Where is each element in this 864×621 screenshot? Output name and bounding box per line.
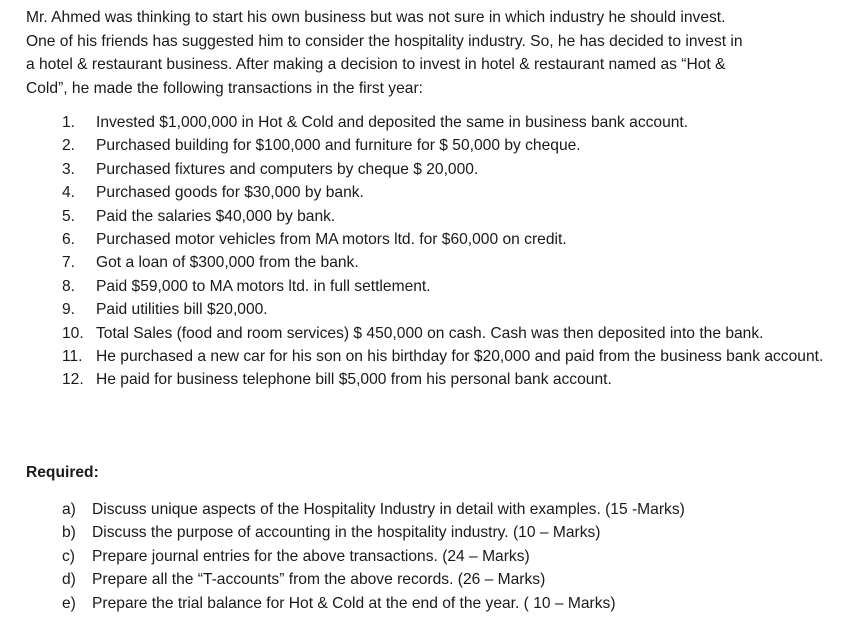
transaction-text: Paid the salaries $40,000 by bank. [96,207,336,225]
transaction-text: He paid for business telephone bill $5,000 from his personal bank account. [96,371,612,389]
transaction-number: 3. [62,160,76,178]
transaction-text: Purchased fixtures and computers by cheque $ 20,000. [96,160,479,178]
transaction-text: Got a loan of $300,000 from the bank. [96,254,359,272]
transaction-item [62,251,852,274]
transaction-text: Total Sales (food and room services) $ 450,000 on cash. Cash was then deposited into the bank. [96,324,764,342]
transaction-item [62,368,852,391]
required-letter: d) [62,571,76,589]
required-heading: Required: [26,464,99,481]
transaction-text: Invested $1,000,000 in Hot & Cold and deposited the same in business bank account. [96,114,689,131]
transaction-item [62,298,852,321]
transaction-number: 5. [62,207,76,225]
required-letter: e) [62,594,76,612]
required-item [62,521,852,544]
transaction-text: Paid utilities bill $20,000. [96,301,268,319]
transaction-number: 11. [62,348,83,366]
intro-line: Mr. Ahmed was thinking to start his own business but was not sure in which industry he should invest. [26,9,726,26]
transaction-number: 2. [62,137,76,155]
transaction-item [62,134,852,157]
transaction-text: Purchased goods for $30,000 by bank. [96,184,364,202]
required-letter: c) [62,547,75,565]
transaction-item [62,181,852,204]
required-text: Prepare the trial balance for Hot & Cold at the end of the year. ( 10 – Marks) [92,594,616,612]
transaction-text: Paid $59,000 to MA motors ltd. in full settlement. [96,277,431,295]
required-text: Prepare journal entries for the above transactions. (24 – Marks) [92,547,530,565]
transaction-item [62,275,852,298]
transaction-text: Purchased building for $100,000 and furniture for $ 50,000 by cheque. [96,137,581,155]
required-text: Discuss the purpose of accounting in the hospitality industry. (10 – Marks) [92,524,601,542]
transaction-item [62,205,852,228]
transaction-number: 8. [62,277,76,295]
transaction-list [62,111,852,392]
transaction-item [62,158,852,181]
transaction-number: 4. [62,184,76,202]
required-letter: b) [62,524,76,542]
transaction-number: 9. [62,301,76,319]
transaction-number: 6. [62,231,76,249]
required-item [62,545,852,568]
transaction-item [62,345,852,368]
intro-paragraph [26,6,856,100]
required-item [62,592,852,615]
transaction-number: 7. [62,254,76,272]
transaction-number: 1. [62,114,76,131]
required-item [62,568,852,591]
required-text: Discuss unique aspects of the Hospitality Industry in detail with examples. (15 -Marks) [92,501,685,518]
transaction-number: 10. [62,324,84,342]
transaction-item [62,111,852,134]
transaction-number: 12. [62,371,84,389]
intro-line: a hotel & restaurant business. After making a decision to invest in hotel & restaurant named as “Hot & [26,56,726,73]
transaction-item [62,322,852,345]
transaction-item [62,228,852,251]
required-item [62,498,852,521]
transaction-text: Purchased motor vehicles from MA motors ltd. for $60,000 on credit. [96,231,567,249]
required-list [62,498,852,615]
transaction-text: He purchased a new car for his son on his birthday for $20,000 and paid from the business bank account. [96,348,824,366]
required-text: Prepare all the “T-accounts” from the above records. (26 – Marks) [92,571,546,589]
intro-line: One of his friends has suggested him to consider the hospitality industry. So, he has decided to invest in [26,32,743,50]
intro-line: Cold”, he made the following transactions in the first year: [26,79,423,97]
required-letter: a) [62,501,76,518]
